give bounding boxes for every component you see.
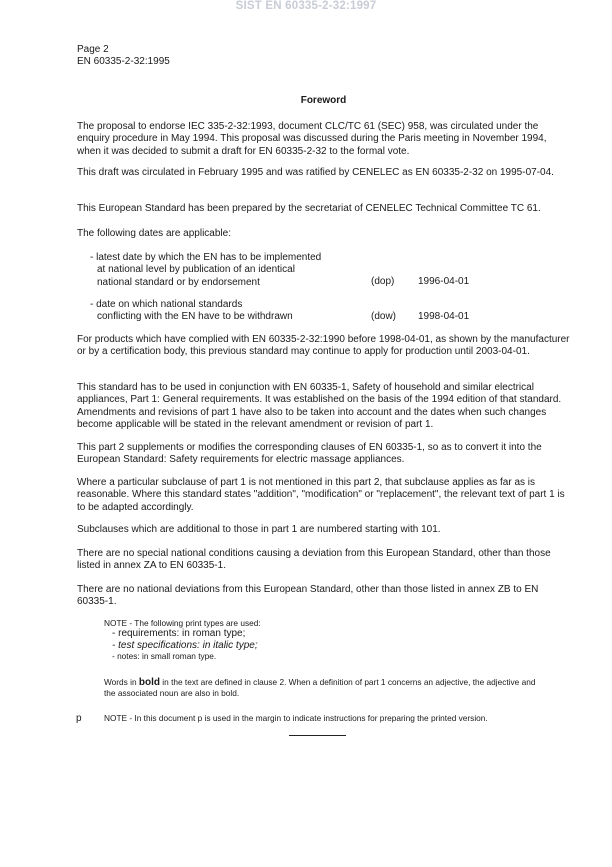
date-desc-line: conflicting with the EN have to be withdrawn <box>97 311 293 323</box>
page-header <box>77 44 170 68</box>
date-value: 1996-04-01 <box>418 276 470 287</box>
paragraph-text: This European Standard has been prepared by the secretariat of CENELEC Technical Committee TC 61. <box>77 203 541 214</box>
page-number: Page 2 <box>77 44 109 55</box>
note-print-types <box>104 618 554 662</box>
date-desc-line: at national level by publication of an identical <box>97 264 295 276</box>
paragraph-dates-intro <box>77 228 571 240</box>
paragraph-text: The proposal to endorse IEC 335-2-32:1993, document CLC/TC 61 (SEC) 958, was circulated under the enquiry procedure in May 1994. This proposal was discussed during the Paris meeting in November 1994, when it was decided to submit a draft for EN 60335-2-32 to the formal vote. <box>77 121 547 157</box>
paragraph-conjunction <box>77 382 571 431</box>
paragraph-proposal <box>77 121 571 158</box>
section-title: Foreword <box>300 95 347 106</box>
note-bold-words <box>104 677 544 699</box>
note-item-test-specs: - test specifications: in italic type; <box>112 639 258 651</box>
date-item-dow <box>90 299 530 324</box>
note-margin-instructions: NOTE - In this document p is used in the margin to indicate instructions for preparing the printed version. <box>104 713 488 723</box>
paragraph-text: There are no national deviations from this European Standard, other than those listed in annex ZB to EN 60335-1. <box>77 584 539 608</box>
paragraph-text: The following dates are applicable: <box>77 228 231 239</box>
margin-marker: p <box>76 713 82 724</box>
date-description <box>90 299 365 324</box>
paragraph-secretariat <box>77 203 571 215</box>
bold-word: bold <box>138 677 160 688</box>
date-abbr: (dow) <box>371 310 397 322</box>
watermark: SIST EN 60335-2-32:1997 <box>235 0 377 12</box>
note-item-requirements: - requirements: in roman type; <box>112 628 246 640</box>
paragraph-subclause <box>77 477 571 514</box>
paragraph-text: This part 2 supplements or modifies the corresponding clauses of EN 60335-1, so as to convert it into the European Standard: Safety requirements for electric massage appliances. <box>77 442 542 466</box>
paragraph-text: For products which have complied with EN 60335-2-32:1990 before 1998-04-01, as shown by the manufacturer or by a certification body, this previous standard may continue to apply for production until 2003-04-01. <box>77 334 570 358</box>
paragraph-national-conditions <box>77 548 571 573</box>
paragraph-text: There are no special national conditions causing a deviation from this European Standard, other than those listed in annex ZA to EN 60335-1. <box>77 548 551 572</box>
date-desc-line: - latest date by which the EN has to be implemented <box>90 252 322 263</box>
note-intro: NOTE - The following print types are used: <box>104 618 261 628</box>
bold-note-text: in the text are defined in clause 2. When a definition of part 1 concerns an adjective, the adjective and the associated noun are also in bold. <box>104 677 536 699</box>
date-abbr: (dop) <box>371 276 395 287</box>
date-desc-line: - date on which national standards <box>90 298 243 310</box>
date-value: 1998-04-01 <box>418 310 470 322</box>
paragraph-text: This draft was circulated in February 1995 and was ratified by CENELEC as EN 60335-2-32 on 1995-07-04. <box>77 167 554 178</box>
date-item-dop <box>90 252 530 289</box>
standard-reference: EN 60335-2-32:1995 <box>77 56 170 67</box>
paragraph-text: Subclauses which are additional to those in part 1 are numbered starting with 101. <box>77 524 441 535</box>
paragraph-text: Where a particular subclause of part 1 is not mentioned in this part 2, that subclause applies as far as is reasonable. Where this standard states "addition", "modification" or "replacement", the relevant text of part 1 is to be adapted accordingly. <box>77 477 565 513</box>
paragraph-transition <box>77 334 571 359</box>
paragraph-supplements <box>77 442 571 467</box>
date-description <box>90 252 365 289</box>
paragraph-national-deviations <box>77 584 571 609</box>
paragraph-text: This standard has to be used in conjunction with EN 60335-1, Safety of household and similar electrical appliances, Part 1: General requirements. It was established on the basis of the 1994 edition of that standard. Amendments and revisions of part 1 have also to be taken into account and the dates when such changes become applicable will be stated in the relevant amendment or revision of part 1. <box>77 382 562 430</box>
bold-note-text: Words in <box>104 677 139 687</box>
dates-list <box>90 252 530 323</box>
paragraph-numbering <box>77 524 571 536</box>
paragraph-draft <box>77 167 571 179</box>
end-rule <box>289 735 346 736</box>
date-desc-line: national standard or by endorsement <box>97 276 260 288</box>
note-item-notes: - notes: in small roman type. <box>112 651 217 662</box>
